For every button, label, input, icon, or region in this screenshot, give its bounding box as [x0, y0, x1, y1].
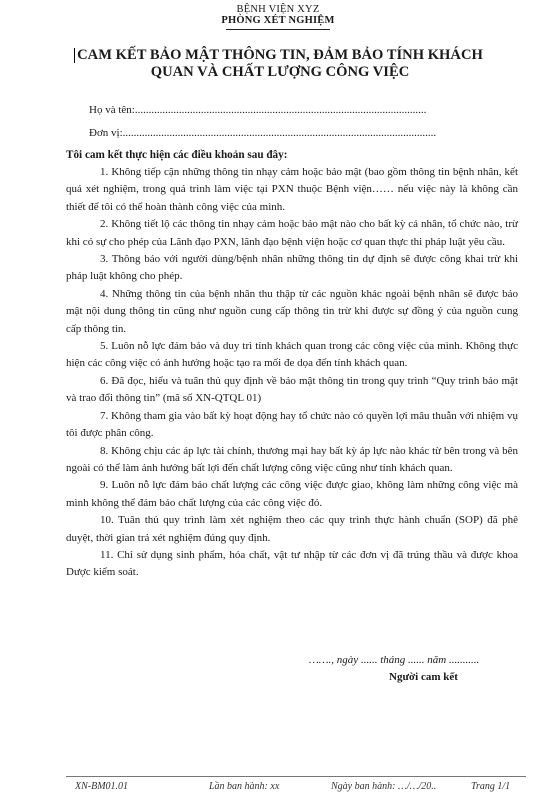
- unit-label: Đơn vị:: [89, 127, 123, 139]
- clause-list: [66, 164, 518, 582]
- clause-10: 10. Tuân thủ quy trình làm xét nghiệm theo các quy trình thực hành chuẩn (SOP) đã phê duyệt, thời gian trả xét nghiệm đúng quy định.: [66, 514, 518, 544]
- clause-4: 4. Những thông tin của bệnh nhân thu thập từ các nguồn khác ngoài bệnh nhân sẽ được bảo mật nội dung thông tin cũng như nguồn cung cấp thông tin trừ khi được sự đồng ý của nguồn cung cấp thông tin.: [66, 287, 518, 335]
- clause-11: 11. Chỉ sử dụng sinh phẩm, hóa chất, vật tư nhập từ các đơn vị đã trúng thầu và được khoa Dược kiểm soát.: [66, 548, 518, 579]
- commitment-intro: Tôi cam kết thực hiện các điều khoản sau đây:: [66, 149, 288, 161]
- footer-page-number: Trang 1/1: [471, 781, 511, 792]
- footer-issue-date: Ngày ban hành: …/…/20..: [331, 781, 437, 792]
- clause-9: 9. Luôn nỗ lực đảm bảo chất lượng các công việc được giao, không làm những công việc mà mình không thể đảm bảo chất lượng của các công việc đó.: [66, 479, 518, 509]
- hospital-name: BỆNH VIỆN XYZ: [236, 4, 320, 15]
- department-name: PHÒNG XÉT NGHIỆM: [221, 15, 335, 26]
- clause-8: 8. Không chịu các áp lực tài chính, thương mại hay bất kỳ áp lực nào khác từ bên trong và bên ngoài có thể làm ảnh hưởng bất lợi đến chất lượng công việc cũng như tính khách quan.: [66, 444, 518, 474]
- name-label: Họ và tên:: [89, 104, 135, 116]
- signer-label: Người cam kết: [389, 671, 458, 683]
- footer-form-code: XN-BM01.01: [75, 781, 129, 792]
- clause-3: 3. Thông báo với người dùng/bệnh nhân những thông tin dự định sẽ được công khai trừ khi pháp luật không cho phép.: [66, 253, 518, 283]
- clause-5: 5. Luôn nỗ lực đảm bảo và duy trì tính khách quan trong các công việc của mình. Không thực hiện các công việc có ảnh hưởng hoặc tạo ra mối đe dọa đến tính khách quan.: [66, 340, 518, 370]
- name-field[interactable]: [89, 104, 426, 116]
- unit-blank[interactable]: ..................................................................................................................: [122, 127, 437, 139]
- clause-2: 2. Không tiết lộ các thông tin nhạy cảm hoặc bảo mật nào cho bất kỳ cá nhân, tổ chức nào, trừ khi có sự cho phép của Lãnh đạo PXN, lãnh đạo bệnh viện hoặc cơ quan thực thi pháp luật yêu cầu.: [66, 218, 518, 248]
- signature-date-line[interactable]: ……., ngày ...... tháng ...... năm ...........: [309, 654, 480, 666]
- clause-6: 6. Đã đọc, hiểu và tuân thủ quy định về bảo mật thông tin trong quy trình “Quy trình bảo mật và trao đổi thông tin” (mã số XN-QTQL 01): [66, 374, 518, 405]
- clause-7: 7. Không tham gia vào bất kỳ hoạt động hay tổ chức nào có quyền lợi mâu thuẫn với nhiệm vụ tôi được phân công.: [66, 409, 518, 440]
- document-title: CAM KẾT BẢO MẬT THÔNG TIN, ĐẢM BẢO TÍNH KHÁCH QUAN VÀ CHẤT LƯỢNG CÔNG VIỆC: [77, 47, 483, 80]
- footer-issue-number: Lần ban hành: xx: [209, 781, 280, 792]
- name-blank[interactable]: ..........................................................................................................: [134, 104, 427, 116]
- footer-divider: [66, 776, 526, 777]
- header-underline: [226, 29, 330, 30]
- clause-1: 1. Không tiếp cận những thông tin nhạy cảm hoặc bảo mật (bao gồm thông tin bệnh nhân, kết quả xét nghiệm, trong quá trình làm việc tại PXN thuộc Bệnh viện…… nếu việc này là không cần thiết để tôi có thể hoàn thành công việc của mình.: [66, 166, 518, 213]
- unit-field[interactable]: [89, 127, 436, 139]
